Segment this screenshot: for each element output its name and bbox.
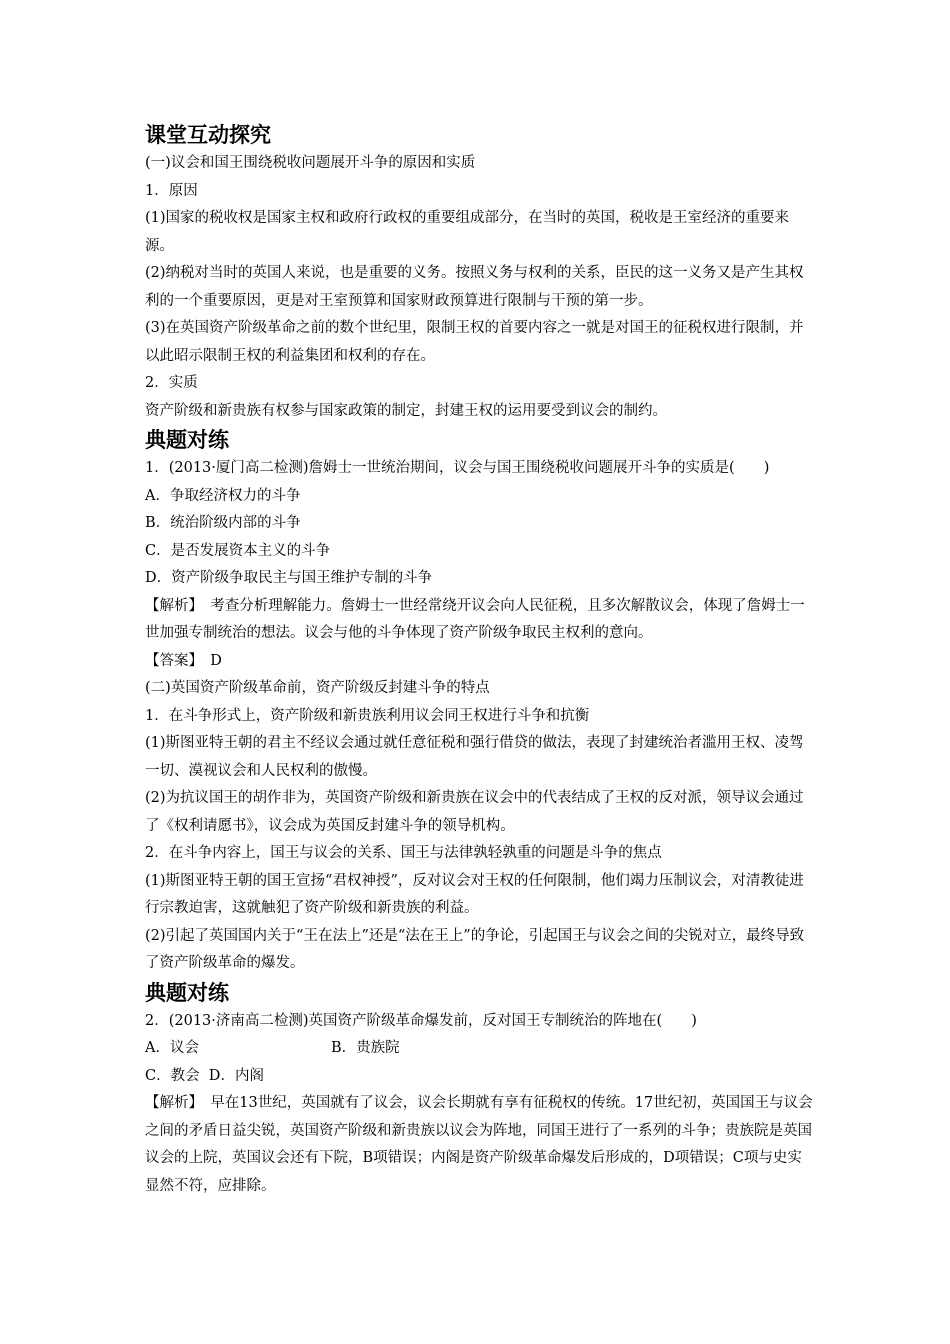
paragraph: (2)为抗议国王的胡作非为，英国资产阶级和新贵族在议会中的代表结成了王权的反对派，领导议会通过了《权利请愿书》，议会成为英国反封建斗争的领导机构。 bbox=[145, 790, 804, 834]
options-row bbox=[145, 1035, 815, 1063]
exercise-heading: 典题对练 bbox=[145, 428, 229, 452]
paragraph: (1)国家的税收权是国家主权和政府行政权的重要组成部分，在当时的英国，税收是王室经济的重要来源。 bbox=[145, 210, 790, 254]
answer: 【答案】 D bbox=[145, 652, 222, 669]
numbered-point: 1．原因 bbox=[145, 182, 198, 199]
exercise-heading: 典题对练 bbox=[145, 980, 229, 1005]
paragraph: (2)纳税对当时的英国人来说，也是重要的义务。按照义务与权利的关系，臣民的这一义务又是产生其权利的一个重要原因，更是对王室预算和国家财政预算进行限制与干预的第一步。 bbox=[145, 265, 804, 309]
paragraph: (2)引起了英国国内关于“王在法上”还是“法在王上”的争论，引起国王与议会之间的尖锐对立，最终导致了资产阶级革命的爆发。 bbox=[145, 927, 805, 971]
numbered-point: 2．实质 bbox=[145, 375, 198, 391]
option-d: D．资产阶级争取民主与国王维护专制的斗争 bbox=[145, 570, 433, 586]
document-content bbox=[145, 120, 815, 1200]
subheading: (一)议会和国王围绕税收问题展开斗争的原因和实质 bbox=[145, 155, 476, 171]
numbered-point: 2．在斗争内容上，国王与议会的关系、国王与法律孰轻孰重的问题是斗争的焦点 bbox=[145, 845, 662, 861]
options-cd: C．教会 D．内阁 bbox=[145, 1067, 264, 1084]
paragraph: (3)在英国资产阶级革命之前的数个世纪里，限制王权的首要内容之一就是对国王的征税权进行限制，并以此昭示限制王权的利益集团和权利的存在。 bbox=[145, 320, 804, 364]
option-a: A．争取经济权力的斗争 bbox=[145, 487, 301, 504]
section-heading: 课堂互动探究 bbox=[145, 123, 271, 147]
paragraph: (1)斯图亚特王朝的国王宣扬“君权神授”，反对议会对王权的任何限制，他们竭力压制议会，对清教徒进行宗教迫害，这就触犯了资产阶级和新贵族的利益。 bbox=[145, 872, 804, 916]
numbered-point: 1．在斗争形式上，资产阶级和新贵族利用议会同王权进行斗争和抗衡 bbox=[145, 707, 590, 724]
option-gap bbox=[199, 1035, 331, 1063]
paragraph: 资产阶级和新贵族有权参与国家政策的制定，封建王权的运用要受到议会的制约。 bbox=[145, 402, 667, 419]
option-a: A．议会 bbox=[145, 1040, 199, 1056]
option-c: C．是否发展资本主义的斗争 bbox=[145, 542, 331, 559]
analysis: 【解析】 考查分析理解能力。詹姆士一世经常绕开议会向人民征税，且多次解散议会，体现了詹姆士一世加强专制统治的想法。议会与他的斗争体现了资产阶级争取民主权利的意向。 bbox=[145, 597, 805, 641]
option-b: B．贵族院 bbox=[330, 1040, 400, 1056]
analysis: 【解析】 早在13世纪，英国就有了议会，议会长期就有享有征税权的传统。17世纪初，英国国王与议会之间的矛盾日益尖锐，英国资产阶级和新贵族以议会为阵地，同国王进行了一系列的斗争；贵族院是英国议会的上院，英国议会还有下院，B项错误；内阁是资产阶级革命爆发后形成的，D项错误；C项与史实显然不符，应排除。 bbox=[145, 1095, 813, 1194]
option-b: B．统治阶级内部的斗争 bbox=[145, 515, 301, 531]
subheading: (二)英国资产阶级革命前，资产阶级反封建斗争的特点 bbox=[145, 680, 490, 696]
paragraph: (1)斯图亚特王朝的君主不经议会通过就任意征税和强行借贷的做法，表现了封建统治者滥用王权、凌驾一切、漠视议会和人民权利的傲慢。 bbox=[145, 735, 804, 779]
question: 2．(2013·济南高二检测)英国资产阶级革命爆发前，反对国王专制统治的阵地在( ) bbox=[145, 1012, 697, 1029]
question: 1．(2013·厦门高二检测)詹姆士一世统治期间，议会与国王围绕税收问题展开斗争的实质是( ) bbox=[145, 460, 770, 476]
